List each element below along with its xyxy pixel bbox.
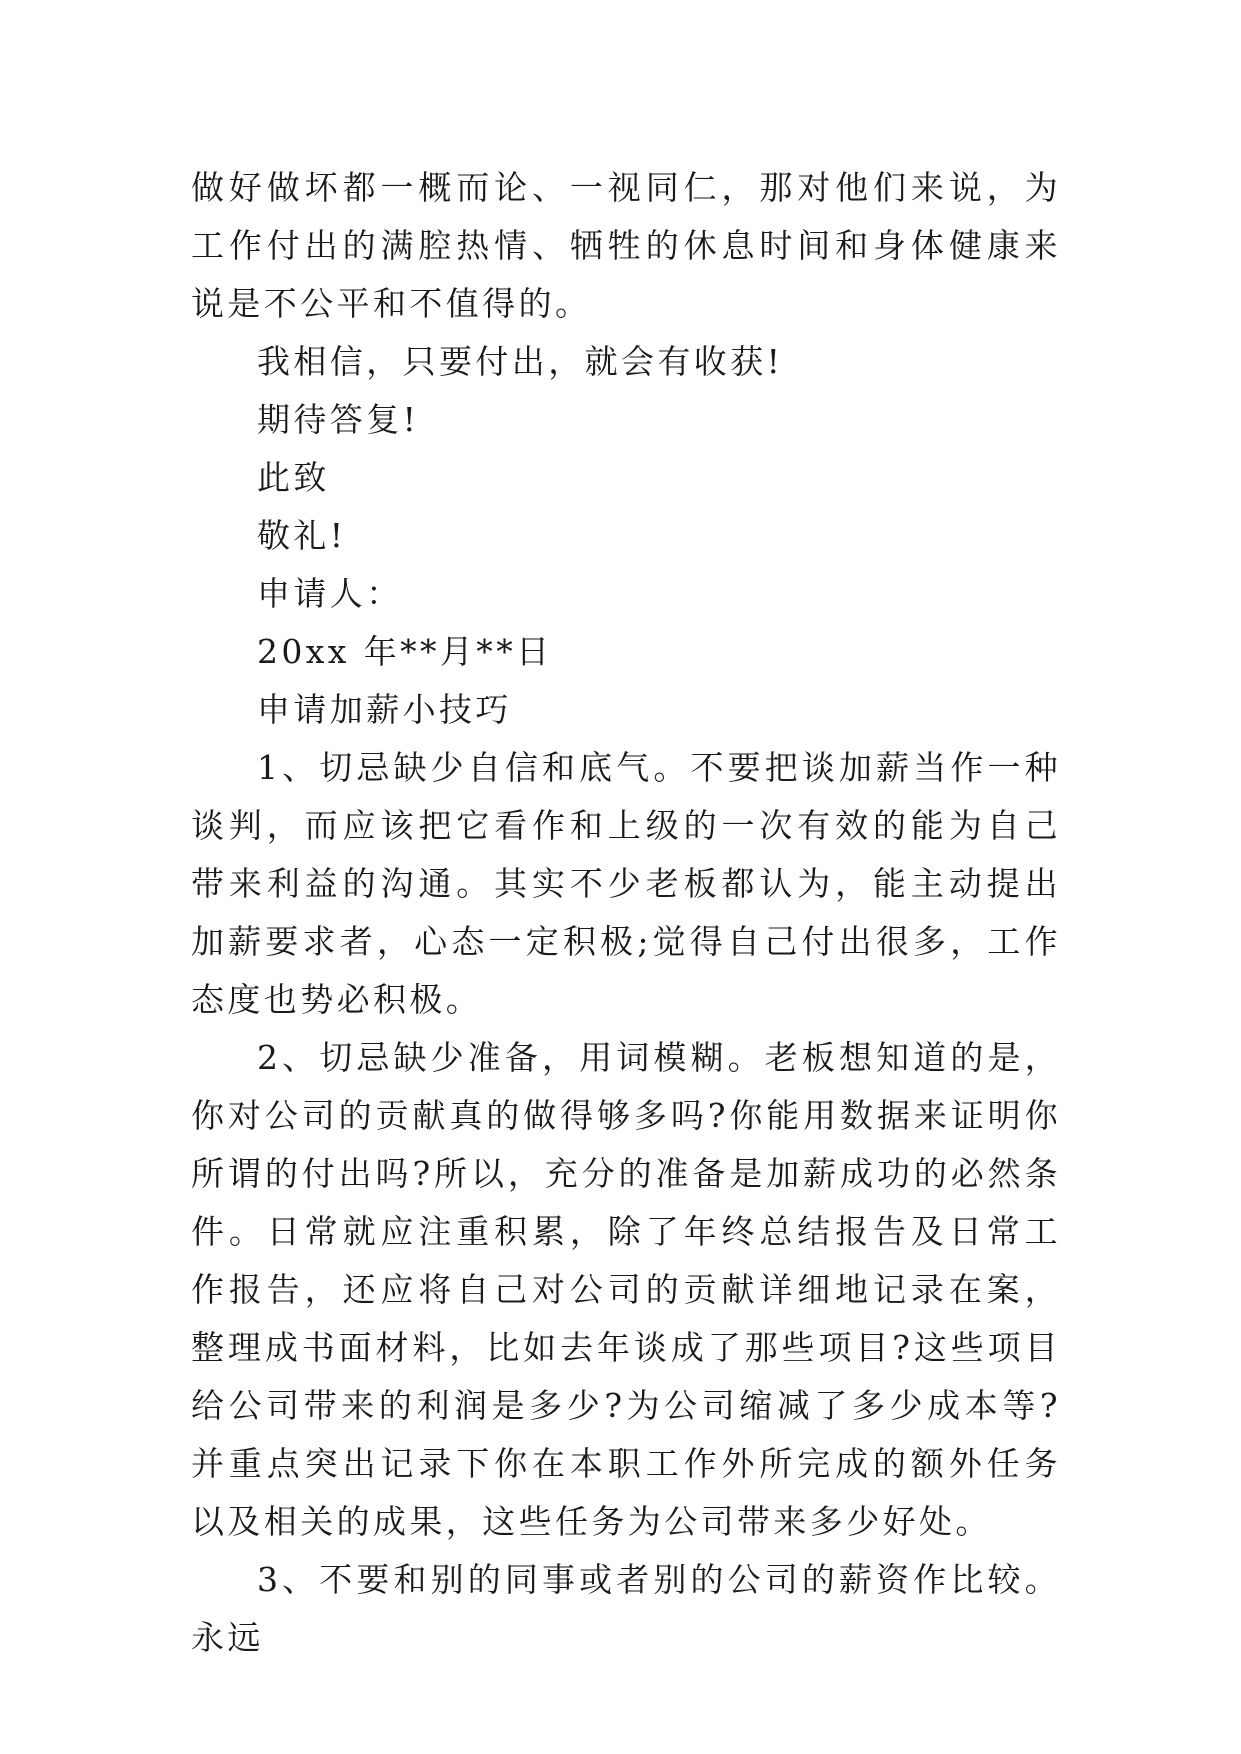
paragraph-await-reply: 期待答复! <box>257 400 420 439</box>
paragraph-belief: 我相信，只要付出，就会有收获! <box>257 342 784 381</box>
tip-1: 1、切忌缺少自信和底气。不要把谈加薪当作一种谈判，而应该把它看作和上级的一次有效的能为自己带来利益的沟通。其实不少老板都认为，能主动提出加薪要求者，心态一定积极;觉得自己付出很多，工作态度也势必积极。 <box>191 748 1061 1019</box>
closing-regards: 敬礼! <box>257 516 347 555</box>
closing-salutation: 此致 <box>257 458 330 497</box>
tip-2: 2、切忌缺少准备，用词模糊。老板想知道的是，你对公司的贡献真的做得够多吗?你能用数据来证明你所谓的付出吗?所以，充分的准备是加薪成功的必然条件。日常就应注重积累，除了年终总结报告及日常工作报告，还应将自己对公司的贡献详细地记录在案，整理成书面材料，比如去年谈成了那些项目?这些项目给公司带来的利润是多少?为公司缩减了多少成本等?并重点突出记录下你在本职工作外所完成的额外任务以及相关的成果，这些任务为公司带来多少好处。 <box>191 1038 1061 1541</box>
paragraph-continuation: 做好做坏都一概而论、一视同仁，那对他们来说，为工作付出的满腔热情、牺牲的休息时间和身体健康来说是不公平和不值得的。 <box>191 168 1061 323</box>
applicant-label: 申请人： <box>257 574 403 613</box>
section-heading: 申请加薪小技巧 <box>257 690 512 729</box>
document-body <box>191 159 1061 1667</box>
tip-3: 3、不要和别的同事或者别的公司的薪资作比较。永远 <box>191 1560 1061 1657</box>
date-line: 20xx 年**月**日 <box>257 632 553 671</box>
